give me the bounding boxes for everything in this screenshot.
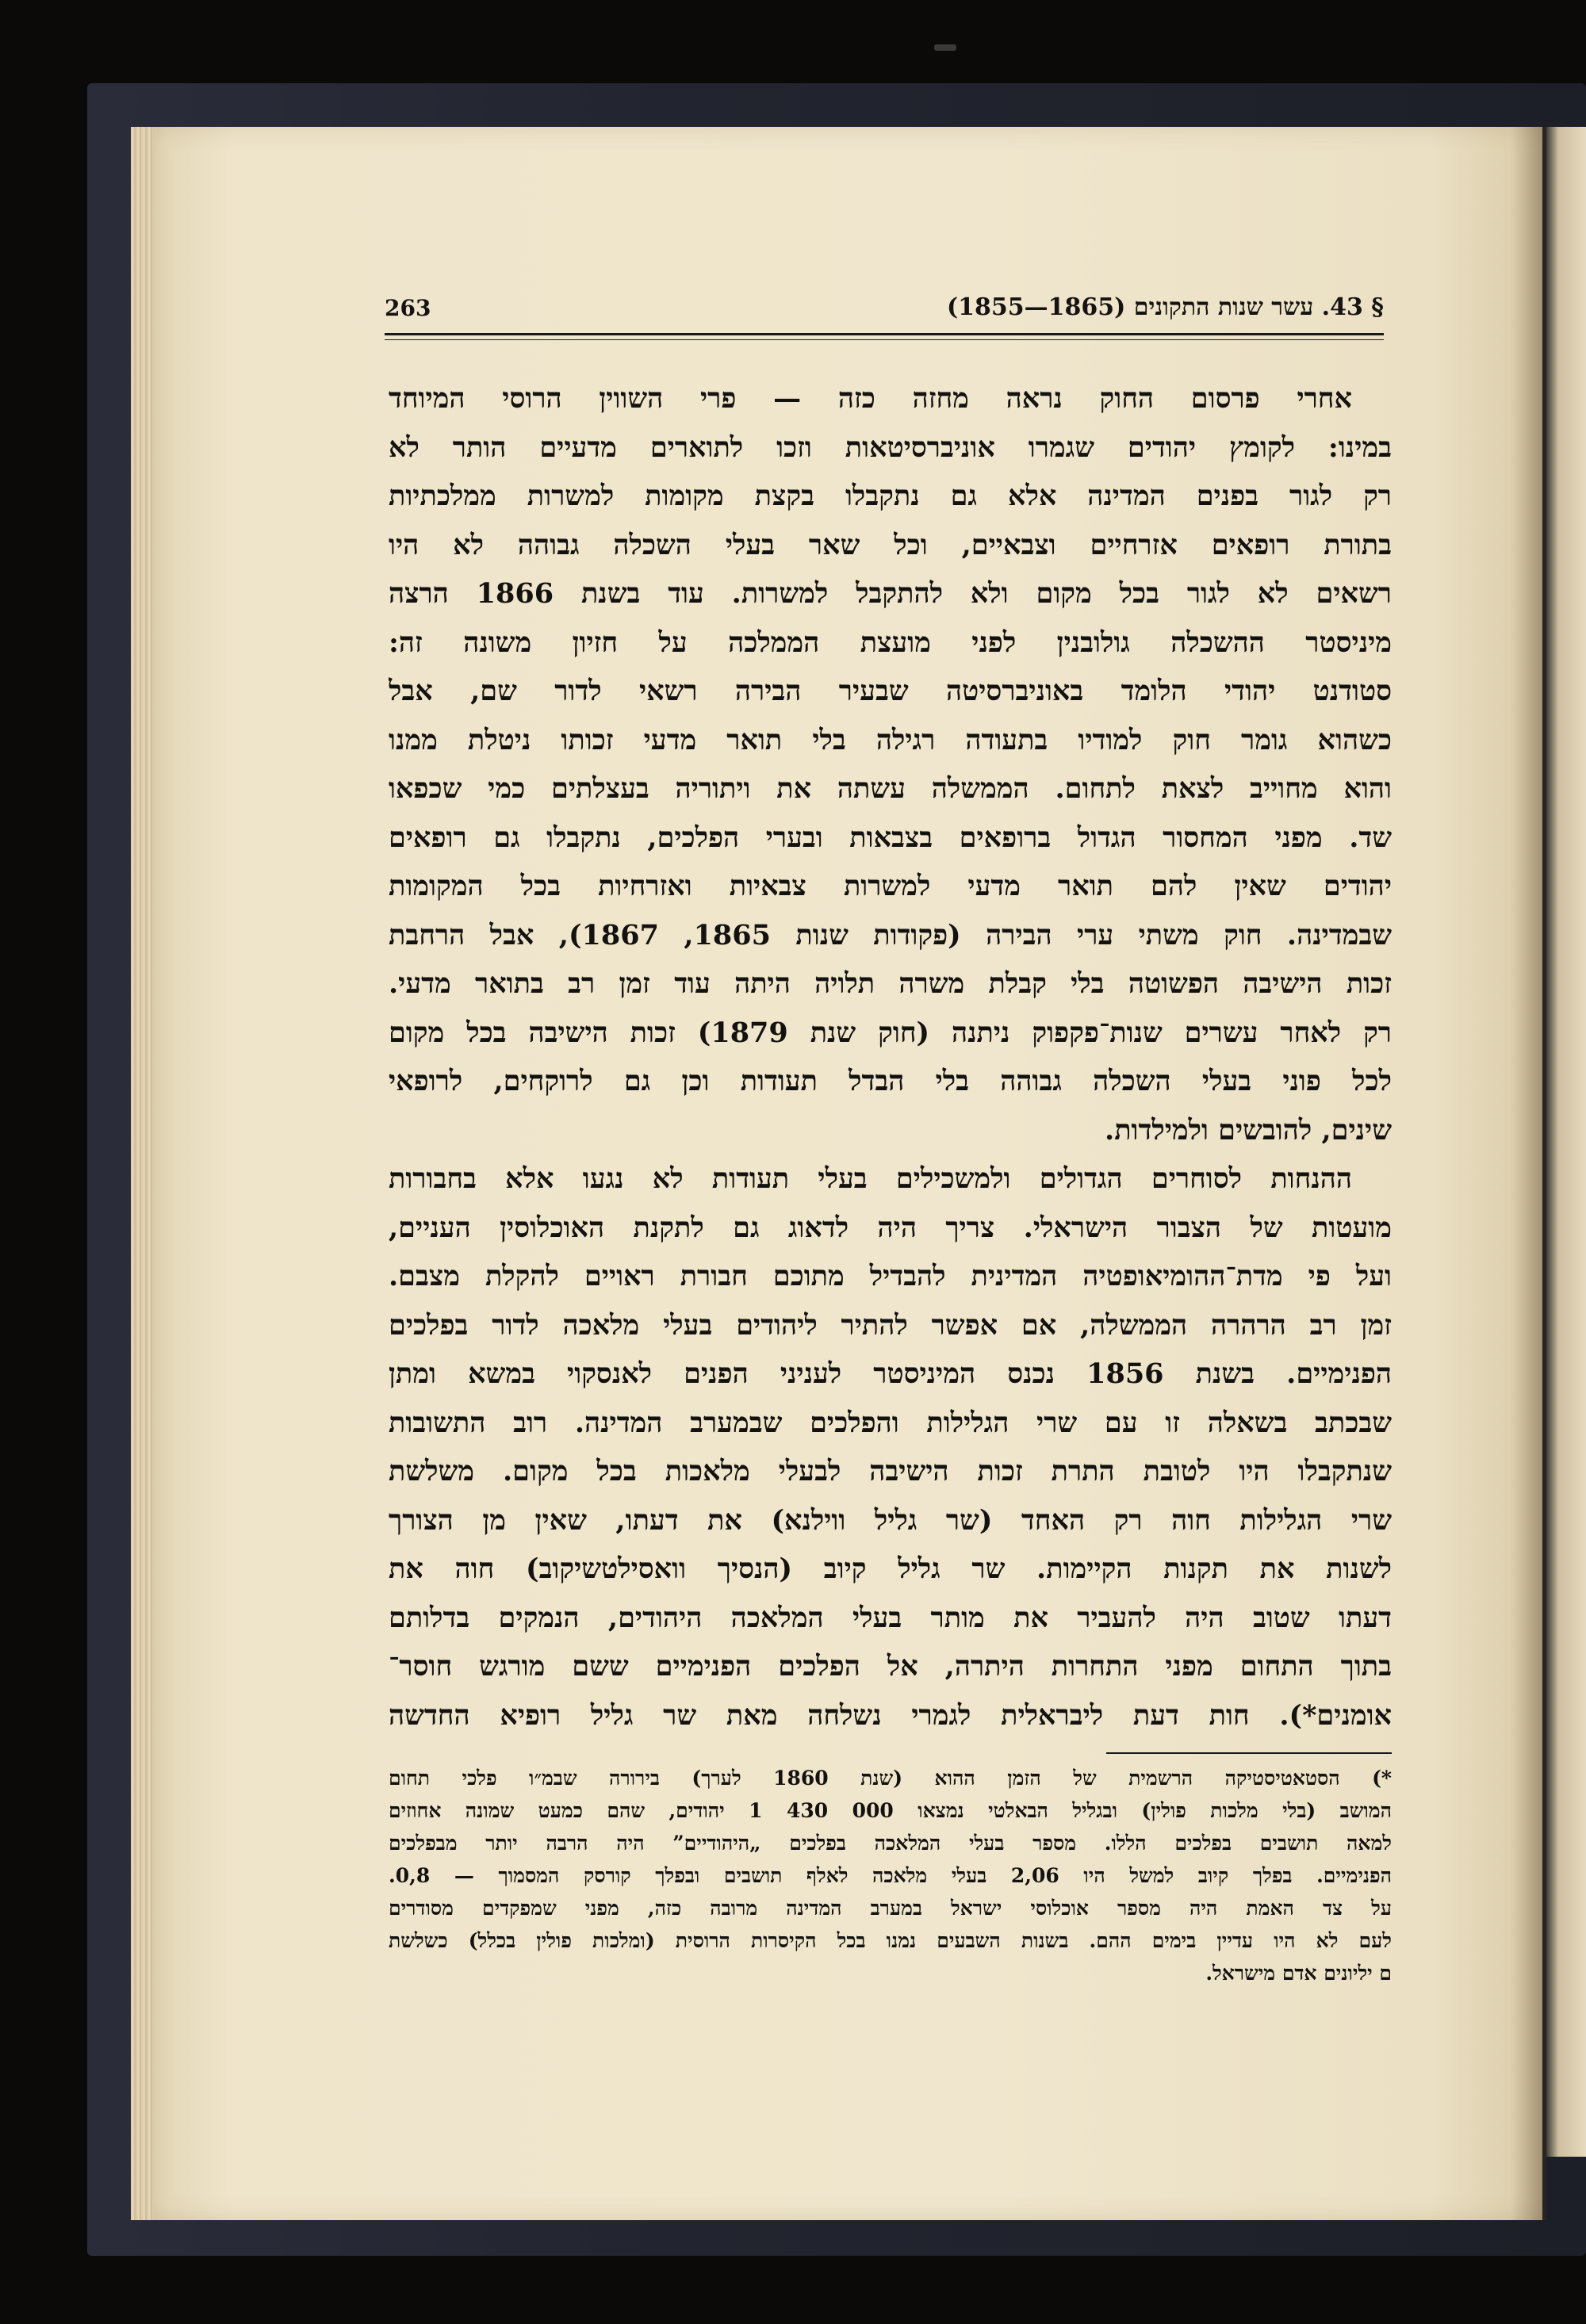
text-line: שבמדינה. חוק משתי ערי הבירה (פקודות שנות 1865, 1867), אבל הרחבת: [389, 918, 1392, 951]
main-text: [389, 374, 1392, 1740]
footnote-line: המושב (בלי מלכות פולין) ובגליל הבאלטי נמצאו 000 430 1 יהודים, שהם כמעט שמונה אחוזים: [389, 1799, 1392, 1822]
text-line: בתורת רופאים אזרחיים וצבאיים, וכל שאר בעלי השכלה גבוהה לא היו: [389, 528, 1392, 561]
text-line: והוא מחוייב לצאת לתחום. הממשלה עשתה את ויתוריה בעצלתים כמי שכפאו: [389, 772, 1392, 805]
text-line: שנתקבלו היו לטובת התרת זכות הישיבה לבעלי מלאכות בכל מקום. משלשת: [389, 1455, 1392, 1487]
text-line: לכל פוני בעלי השכלה גבוהה בלי הבדל תעודות וכן גם לרוקחים, לרופאי: [389, 1065, 1392, 1097]
text-line: במינו: לקומץ יהודים שגמרו אוניברסיטאות וזכו לתוארים מדעיים הותר לא: [389, 431, 1392, 464]
text-line: שרי הגלילות חוה רק האחד (שר גליל ווילנא) את דעתו, שאין מן הצורך: [389, 1503, 1392, 1537]
header-rule-thin: [385, 339, 1384, 340]
footnote-line: על צד האמת היה מספר אוכלוסי ישראל במערב המדינה מרובה כזה, מפני שמפקדים מסודרים: [389, 1897, 1392, 1920]
text-line: הפנימיים. בשנת 1856 נכנס המיניסטר לעניני הפנים לאנסקוי במשא ומתן: [389, 1357, 1392, 1390]
gutter-shadow: [1511, 127, 1546, 2220]
text-line: שד. מפני המחסור הגדול ברופאים בצבאות ובערי הפלכים, נתקבלו גם רופאים: [389, 821, 1392, 854]
text-line: רק לאחר עשרים שנות־פקפוק ניתנה (חוק שנת 1879) זכות הישיבה בכל מקום: [389, 1016, 1392, 1049]
text-line-paragraph-end: שינים, להובשים ולמילדות.: [1105, 1113, 1392, 1147]
text-line: בתוך התחום מפני התחרות היתרה, אל הפלכים הפנימיים ששם מורגש חוסר־: [389, 1650, 1392, 1683]
footnote-rule: [1106, 1752, 1392, 1754]
text-line: יהודים שאין להם תואר מדעי למשרות צבאיות ואזרחיות בכל המקומות: [389, 870, 1392, 902]
text-line: זמן רב הרהרה הממשלה, אם אפשר להתיר ליהודים בעלי מלאכה לדור בפלכים: [389, 1308, 1392, 1342]
footnote-line: למאה תושבים בפלכים הללו. מספר בעלי המלאכה בפלכים „היהודיים” היה הרבה יותר מבפלכים: [389, 1832, 1392, 1855]
text-line: רשאים לא לגור בכל מקום ולא להתקבל למשרות. עוד בשנת 1866 הרצה: [389, 577, 1392, 610]
facing-page-edge: [1546, 127, 1586, 2157]
text-line: סטודנט יהודי הלומד באוניברסיטה שבעיר הבירה רשאי לדור שם, אבל: [389, 675, 1392, 707]
text-line: ועל פי מדת־ההומיאופטיה המדינית להבדיל מתוכם חבורת ראויים להקלת מצבם.: [389, 1260, 1392, 1292]
footnotes: [389, 1762, 1392, 1989]
text-line: לשנות את תקנות הקיימות. שר גליל קיוב (הנסיך וואסילטשיקוב) חוה את: [389, 1553, 1392, 1585]
text-line: אומנים*). חות דעת ליבראלית לגמרי נשלחה מאת שר גליל רופיא החדשה: [389, 1698, 1392, 1732]
footnote-line: *) הסטאטיסטיקה הרשמית של הזמן ההוא (שנת 1860 לערך) בירורה שבמ״ו פלכי תחום: [389, 1767, 1392, 1790]
footnote-line: לעם לא היו עדיין בימים ההם. בשנות השבעים נמנו בכל הקיסרות הרוסית (ומלכות פולין בכלל) כשלשת: [389, 1929, 1392, 1952]
text-line: ההנחות לסוחרים הגדולים ולמשכילים בעלי תעודות לא נגעו אלא בחבורות: [389, 1162, 1352, 1195]
text-line: מועטות של הצבור הישראלי. צריך היה לדאוג גם לתקנת האוכלוסין העניים,: [389, 1211, 1392, 1244]
dust-speck: [934, 44, 956, 51]
running-title: § 43. עשר שנות התקונים (1865—1855): [946, 293, 1384, 321]
footnote-line: הפנימיים. בפלך קיוב למשל היו 2,06 בעלי מלאכה לאלף תושבים ובפלך קורסק המסמוך — 0,8.: [389, 1864, 1392, 1887]
running-header: [385, 295, 1384, 331]
text-line: כשהוא גומר חוק למודיו בתעודה רגילה בלי תואר מדעי זכותו ניטלת ממנו: [389, 723, 1392, 756]
text-line: זכות הישיבה הפשוטה בלי קבלת משרה תלויה היתה עוד זמן רב בתואר מדעי.: [389, 967, 1392, 1000]
header-rule: [385, 333, 1384, 335]
page-number: 263: [385, 295, 431, 321]
page-block-edges: [131, 127, 153, 2220]
text-line: אחרי פרסום החוק נראה מחזה כזה — פרי השווין הרוסי המיוחד: [389, 382, 1352, 415]
text-line: מיניסטר ההשכלה גולובנין לפני מועצת הממלכה על חזיון משונה זה:: [389, 626, 1392, 659]
text-line: רק לגור בפנים המדינה אלא גם נתקבלו בקצת מקומות למשרות ממלכתיות: [389, 480, 1392, 512]
text-line: שבכתב בשאלה זו עם שרי הגלילות והפלכים שבמערב המדינה. רוב התשובות: [389, 1406, 1392, 1439]
text-line: דעתו שטוב היה להעביר את מותר בעלי המלאכה היהודים, הנמקים בדלותם: [389, 1601, 1392, 1634]
footnote-line-end: ם יליונים אדם מישראל.: [1205, 1962, 1392, 1985]
